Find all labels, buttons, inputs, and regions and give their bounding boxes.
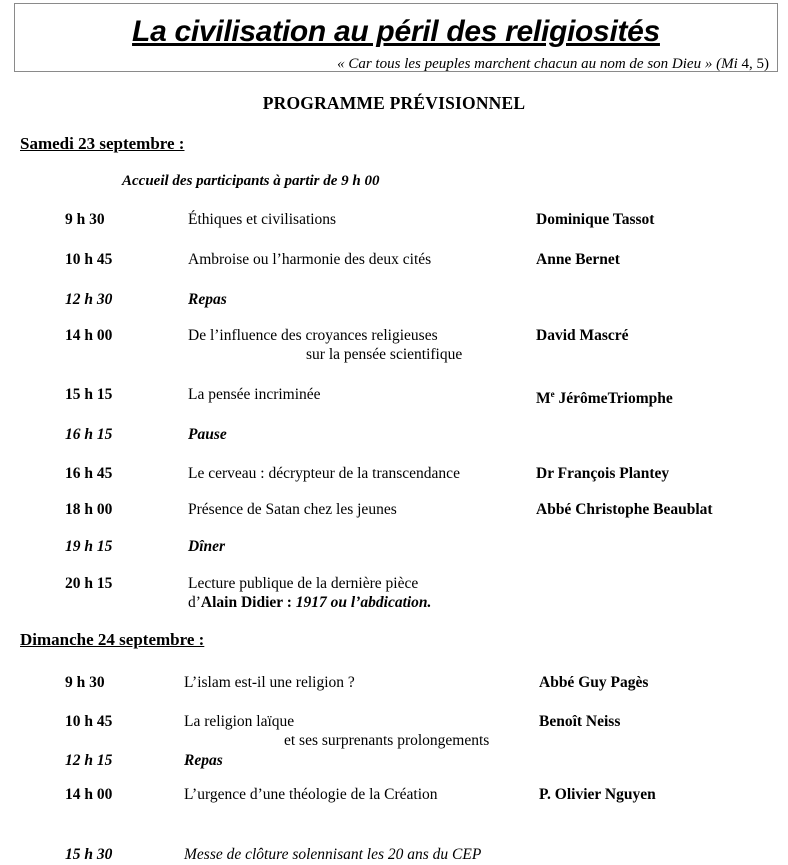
session-title-line2 [188, 593, 431, 612]
session-title: La pensée incriminée [188, 386, 321, 403]
session-title-line2: et ses surprenants prolongements [284, 732, 490, 749]
session-title: Repas [188, 291, 227, 308]
day-heading-sunday: Dimanche 24 septembre : [20, 630, 205, 649]
session-time: 12 h 30 [65, 291, 113, 308]
session-title [188, 326, 462, 364]
session-title: Repas [184, 752, 223, 769]
session-title: Présence de Satan chez les jeunes [188, 501, 397, 518]
quote-ref-verse: 4, 5) [737, 56, 769, 72]
programme-heading: PROGRAMME PRÉVISIONNEL [262, 93, 526, 113]
session-title-line2: sur la pensée scientifique [306, 346, 463, 363]
session-time: 14 h 00 [65, 786, 113, 803]
session-time: 16 h 15 [65, 426, 113, 443]
session-title-line1: Lecture publique de la dernière pièce [188, 575, 419, 592]
session-speaker: Dominique Tassot [536, 211, 655, 228]
day-heading-saturday: Samedi 23 septembre : [20, 134, 185, 153]
session-speaker: Abbé Guy Pagès [539, 674, 649, 691]
session-time: 15 h 30 [65, 846, 113, 863]
session-speaker [536, 385, 673, 408]
session-title: L’islam est-il une religion ? [184, 674, 355, 691]
title-box [14, 3, 778, 72]
epigraph-quote [337, 55, 769, 73]
session-time: 15 h 15 [65, 386, 113, 403]
session-title-line1: De l’influence des croyances religieuses [188, 327, 438, 344]
session-speaker: Benoît Neiss [539, 713, 621, 730]
speaker-title-sup: e [550, 389, 555, 399]
document-title: La civilisation au péril des religiosités [132, 15, 660, 48]
session-speaker: P. Olivier Nguyen [539, 786, 656, 803]
session-title: Dîner [188, 538, 226, 555]
play-title: 1917 ou l’abdication. [295, 594, 432, 611]
welcome-note: Accueil des participants à partir de 9 h 00 [122, 173, 380, 189]
line2-prefix: d’ [188, 594, 201, 611]
speaker-title: M [536, 390, 551, 407]
session-title: Le cerveau : décrypteur de la transcendance [188, 465, 460, 482]
session-speaker: Anne Bernet [536, 251, 620, 268]
quote-ref-book: Mi [721, 56, 738, 72]
session-time: 19 h 15 [65, 538, 113, 555]
session-time: 16 h 45 [65, 465, 113, 482]
session-title: Ambroise ou l’harmonie des deux cités [188, 251, 432, 268]
session-title: Éthiques et civilisations [188, 211, 337, 228]
speaker-name: JérômeTriomphe [554, 390, 673, 407]
session-time: 10 h 45 [65, 713, 113, 730]
session-speaker: Abbé Christophe Beaublat [536, 501, 713, 518]
session-time: 9 h 30 [65, 211, 105, 228]
session-time: 20 h 15 [65, 575, 113, 592]
session-speaker: Dr François Plantey [536, 465, 670, 482]
session-time: 18 h 00 [65, 501, 113, 518]
session-title [184, 712, 489, 750]
session-speaker: David Mascré [536, 327, 629, 344]
session-title [188, 574, 431, 612]
session-time: 12 h 15 [65, 752, 113, 769]
session-title: Pause [188, 426, 227, 443]
session-time: 14 h 00 [65, 327, 113, 344]
play-author: Alain Didier : [200, 594, 296, 611]
quote-text: « Car tous les peuples marchent chacun au nom de son Dieu » ( [337, 56, 722, 72]
session-title: L’urgence d’une théologie de la Création [184, 786, 438, 803]
session-title: Messe de clôture solennisant les 20 ans du CEP [184, 846, 482, 863]
session-time: 9 h 30 [65, 674, 105, 691]
session-title-line1: La religion laïque [184, 713, 295, 730]
session-time: 10 h 45 [65, 251, 113, 268]
